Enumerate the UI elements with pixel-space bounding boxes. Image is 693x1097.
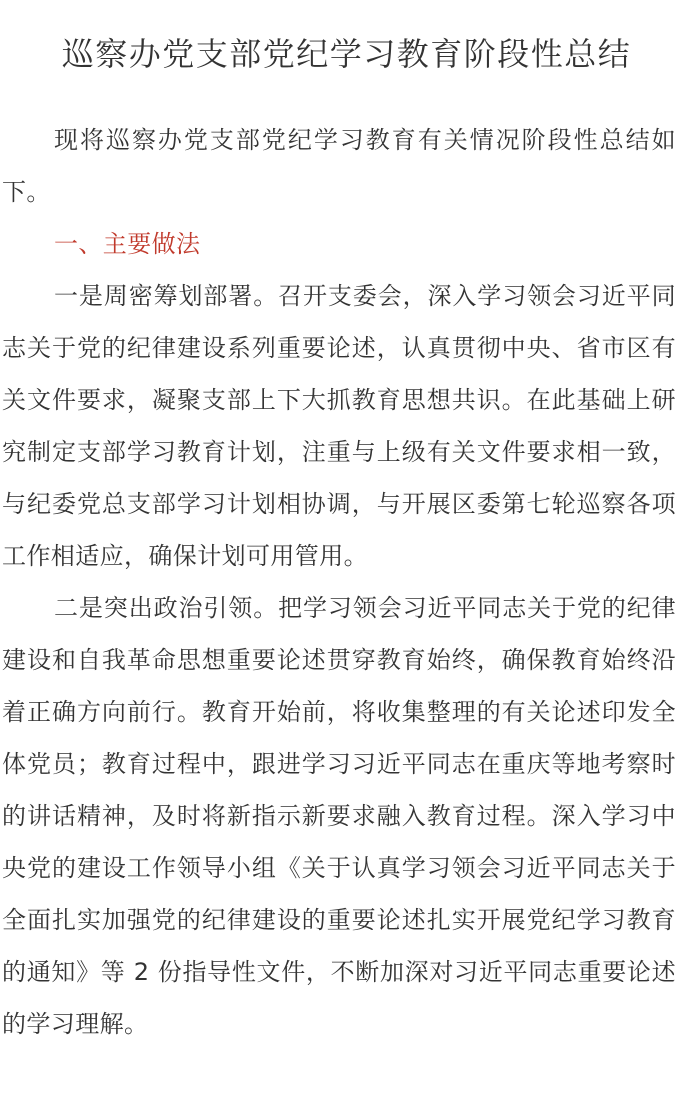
section-heading-main-practices: 一、主要做法 <box>54 230 201 258</box>
intro-paragraph: 现将巡察办党支部党纪学习教育有关情况阶段性总结如下。 <box>2 126 676 206</box>
document-body <box>0 114 676 1050</box>
document-title: 巡察办党支部党纪学习教育阶段性总结 <box>61 35 632 73</box>
paragraph-political-guidance: 二是突出政治引领。把学习领会习近平同志关于党的纪律建设和自我革命思想重要论述贯穿教育始终，确保教育始终沿着正确方向前行。教育开始前，将收集整理的有关论述印发全体党员；教育过程中，跟进学习习近平同志在重庆等地考察时的讲话精神，及时将新指示新要求融入教育过程。深入学习中央党的建设工作领导小组《关于认真学习领会习近平同志关于全面扎实加强党的纪律建设的重要论述扎实开展党纪学习教育的通知》等 2 份指导性文件，不断加深对习近平同志重要论述的学习理解。 <box>2 594 676 1038</box>
paragraph-planning: 一是周密筹划部署。召开支委会，深入学习领会习近平同志关于党的纪律建设系列重要论述，认真贯彻中央、省市区有关文件要求，凝聚支部上下大抓教育思想共识。在此基础上研究制定支部学习教育计划，注重与上级有关文件要求相一致，与纪委党总支部学习计划相协调，与开展区委第七轮巡察各项工作相适应，确保计划可用管用。 <box>2 282 676 570</box>
